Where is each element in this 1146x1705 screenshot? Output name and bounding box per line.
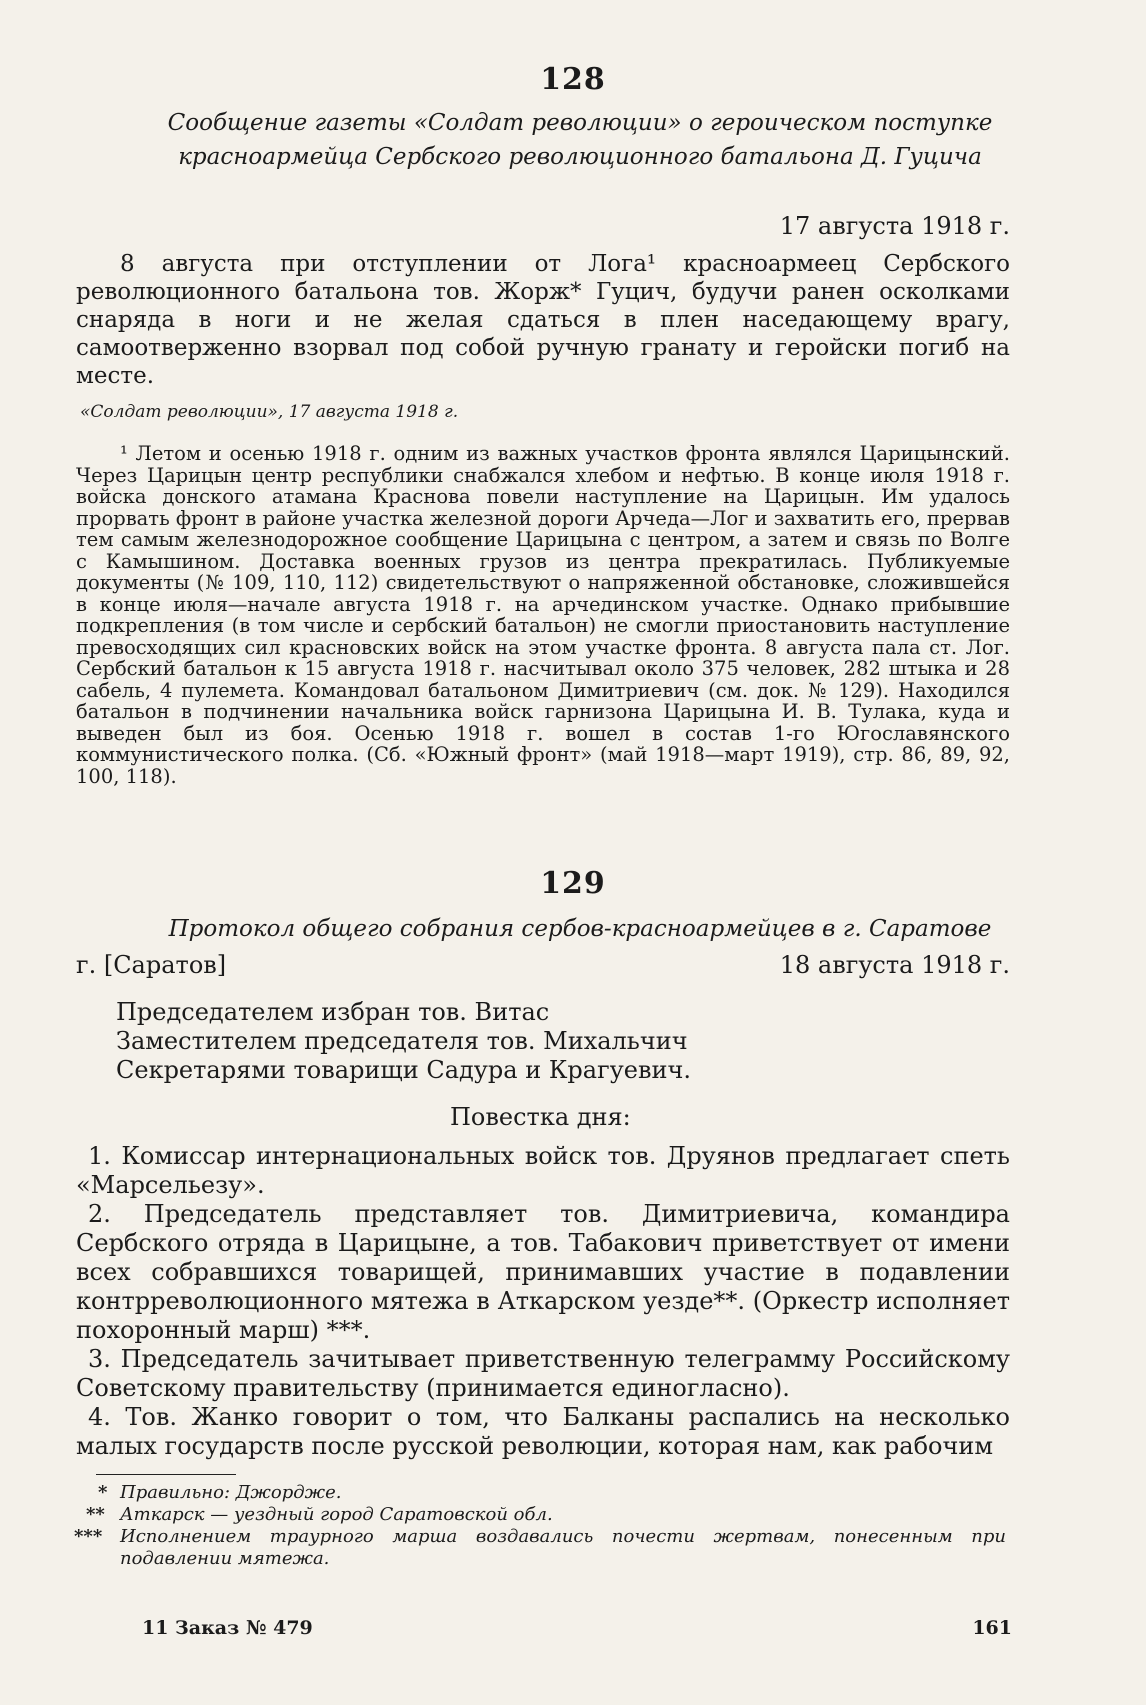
footnote-mark: * <box>98 1482 108 1503</box>
body-paragraph: 8 августа при отступлении от Лога¹ красноармеец Сербского революционного батальона тов. Жорж* Гуцич, будучи ранен осколками снаряда в ноги и не желая сдаться в плен наседающему врагу, самоотверженно взорвал под собой ручную гранату и геройски погиб на месте. <box>76 251 1010 389</box>
document-date-128: 17 августа 1918 г. <box>779 212 1010 240</box>
document-number-129: 129 <box>540 866 606 901</box>
footnote-divider <box>96 1474 236 1475</box>
endnote-text: ¹ Летом и осенью 1918 г. одним из важных участков фронта являлся Царицынский. Через Царицын центр республики снабжался хлебом и нефтью. В конце июля 1918 г. войска донского атамана Краснова повели наступление на Царицын. Им удалось прорвать фронт в районе участка железной дороги Арчеда—Лог и захватить его, прервав тем самым железнодорожное сообщение Царицына с центром, а затем и связь по Волге с Камышином. Доставка военных грузов из центра прекратилась. Публикуемые документы (№ 109, 110, 112) свидетельствуют о напряженной обстановке, сложившейся в конце июля—начале августа 1918 г. на арчединском участке. Однако прибывшие подкрепления (в том числе и сербский батальон) не смогли приостановить наступление превосходящих сил красновских войск на этом участке фронта. 8 августа пала ст. Лог. Сербский батальон к 15 августа 1918 г. насчитывал около 375 человек, 282 штыка и 28 сабель, 4 пулемета. Командовал батальоном Димитриевич (см. док. № 129). Находился батальон в подчинении начальника войск гарнизона Царицына И. В. Тулака, куда и выведен был из боя. Осенью 1918 г. вошел в состав 1-го Югославянского коммунистического полка. (Сб. «Южный фронт» (май 1918—март 1919), стр. 86, 89, 92, 100, 118). <box>76 442 1010 788</box>
endnote-1 <box>76 443 1010 787</box>
agenda-item: 4. Тов. Жанко говорит о том, что Балканы распались на несколько малых государств после русской революции, которая нам, как рабочим <box>76 1403 1010 1460</box>
document-body-128 <box>76 250 1010 390</box>
document-number-128: 128 <box>540 62 606 97</box>
agenda-item: 2. Председатель представляет тов. Димитриевича, командира Сербского отряда в Царицыне, а тов. Табакович приветствует от имени всех собравшихся товарищей, принимавших участие в подавлении контрреволюционного мятежа в Аткарском уезде**. (Оркестр исполняет похоронный марш) ***. <box>76 1200 1010 1344</box>
footnote-text: Аткарск — уездный город Саратовской обл. <box>120 1504 553 1525</box>
footnote-mark: *** <box>74 1526 103 1547</box>
footnote-mark: ** <box>86 1504 105 1525</box>
chairman-line: Председателем избран тов. Витас <box>116 998 550 1026</box>
footnote-text: Правильно: Джордже. <box>120 1482 342 1503</box>
agenda-item: 3. Председатель зачитывает приветственную телеграмму Российскому Советскому правительству (принимается единогласно). <box>76 1345 1010 1402</box>
deputy-line: Заместителем председателя тов. Михальчич <box>116 1027 688 1055</box>
document-title-128: Сообщение газеты «Солдат революции» о героическом поступке красноармейца Сербского революционного батальона Д. Гуцича <box>167 110 993 170</box>
footnote-text: Исполнением траурного марша воздавались почести жертвам, понесенным при подавлении мятежа. <box>120 1526 1006 1569</box>
source-citation: «Солдат революции», 17 августа 1918 г. <box>80 402 459 422</box>
agenda-list <box>76 1142 1010 1461</box>
document-date-129: 18 августа 1918 г. <box>779 951 1010 979</box>
document-title-129: Протокол общего собрания сербов-красноармейцев в г. Саратове <box>168 916 992 942</box>
agenda-item: 1. Комиссар интернациональных войск тов. Друянов предлагает спеть «Марсельезу». <box>76 1142 1010 1199</box>
secretaries-line: Секретарями товарищи Садура и Крагуевич. <box>116 1056 692 1084</box>
document-place: г. [Саратов] <box>76 951 227 979</box>
printer-signature: 11 Заказ № 479 <box>142 1617 313 1639</box>
page-number: 161 <box>972 1617 1012 1639</box>
agenda-heading: Повестка дня: <box>450 1103 631 1131</box>
